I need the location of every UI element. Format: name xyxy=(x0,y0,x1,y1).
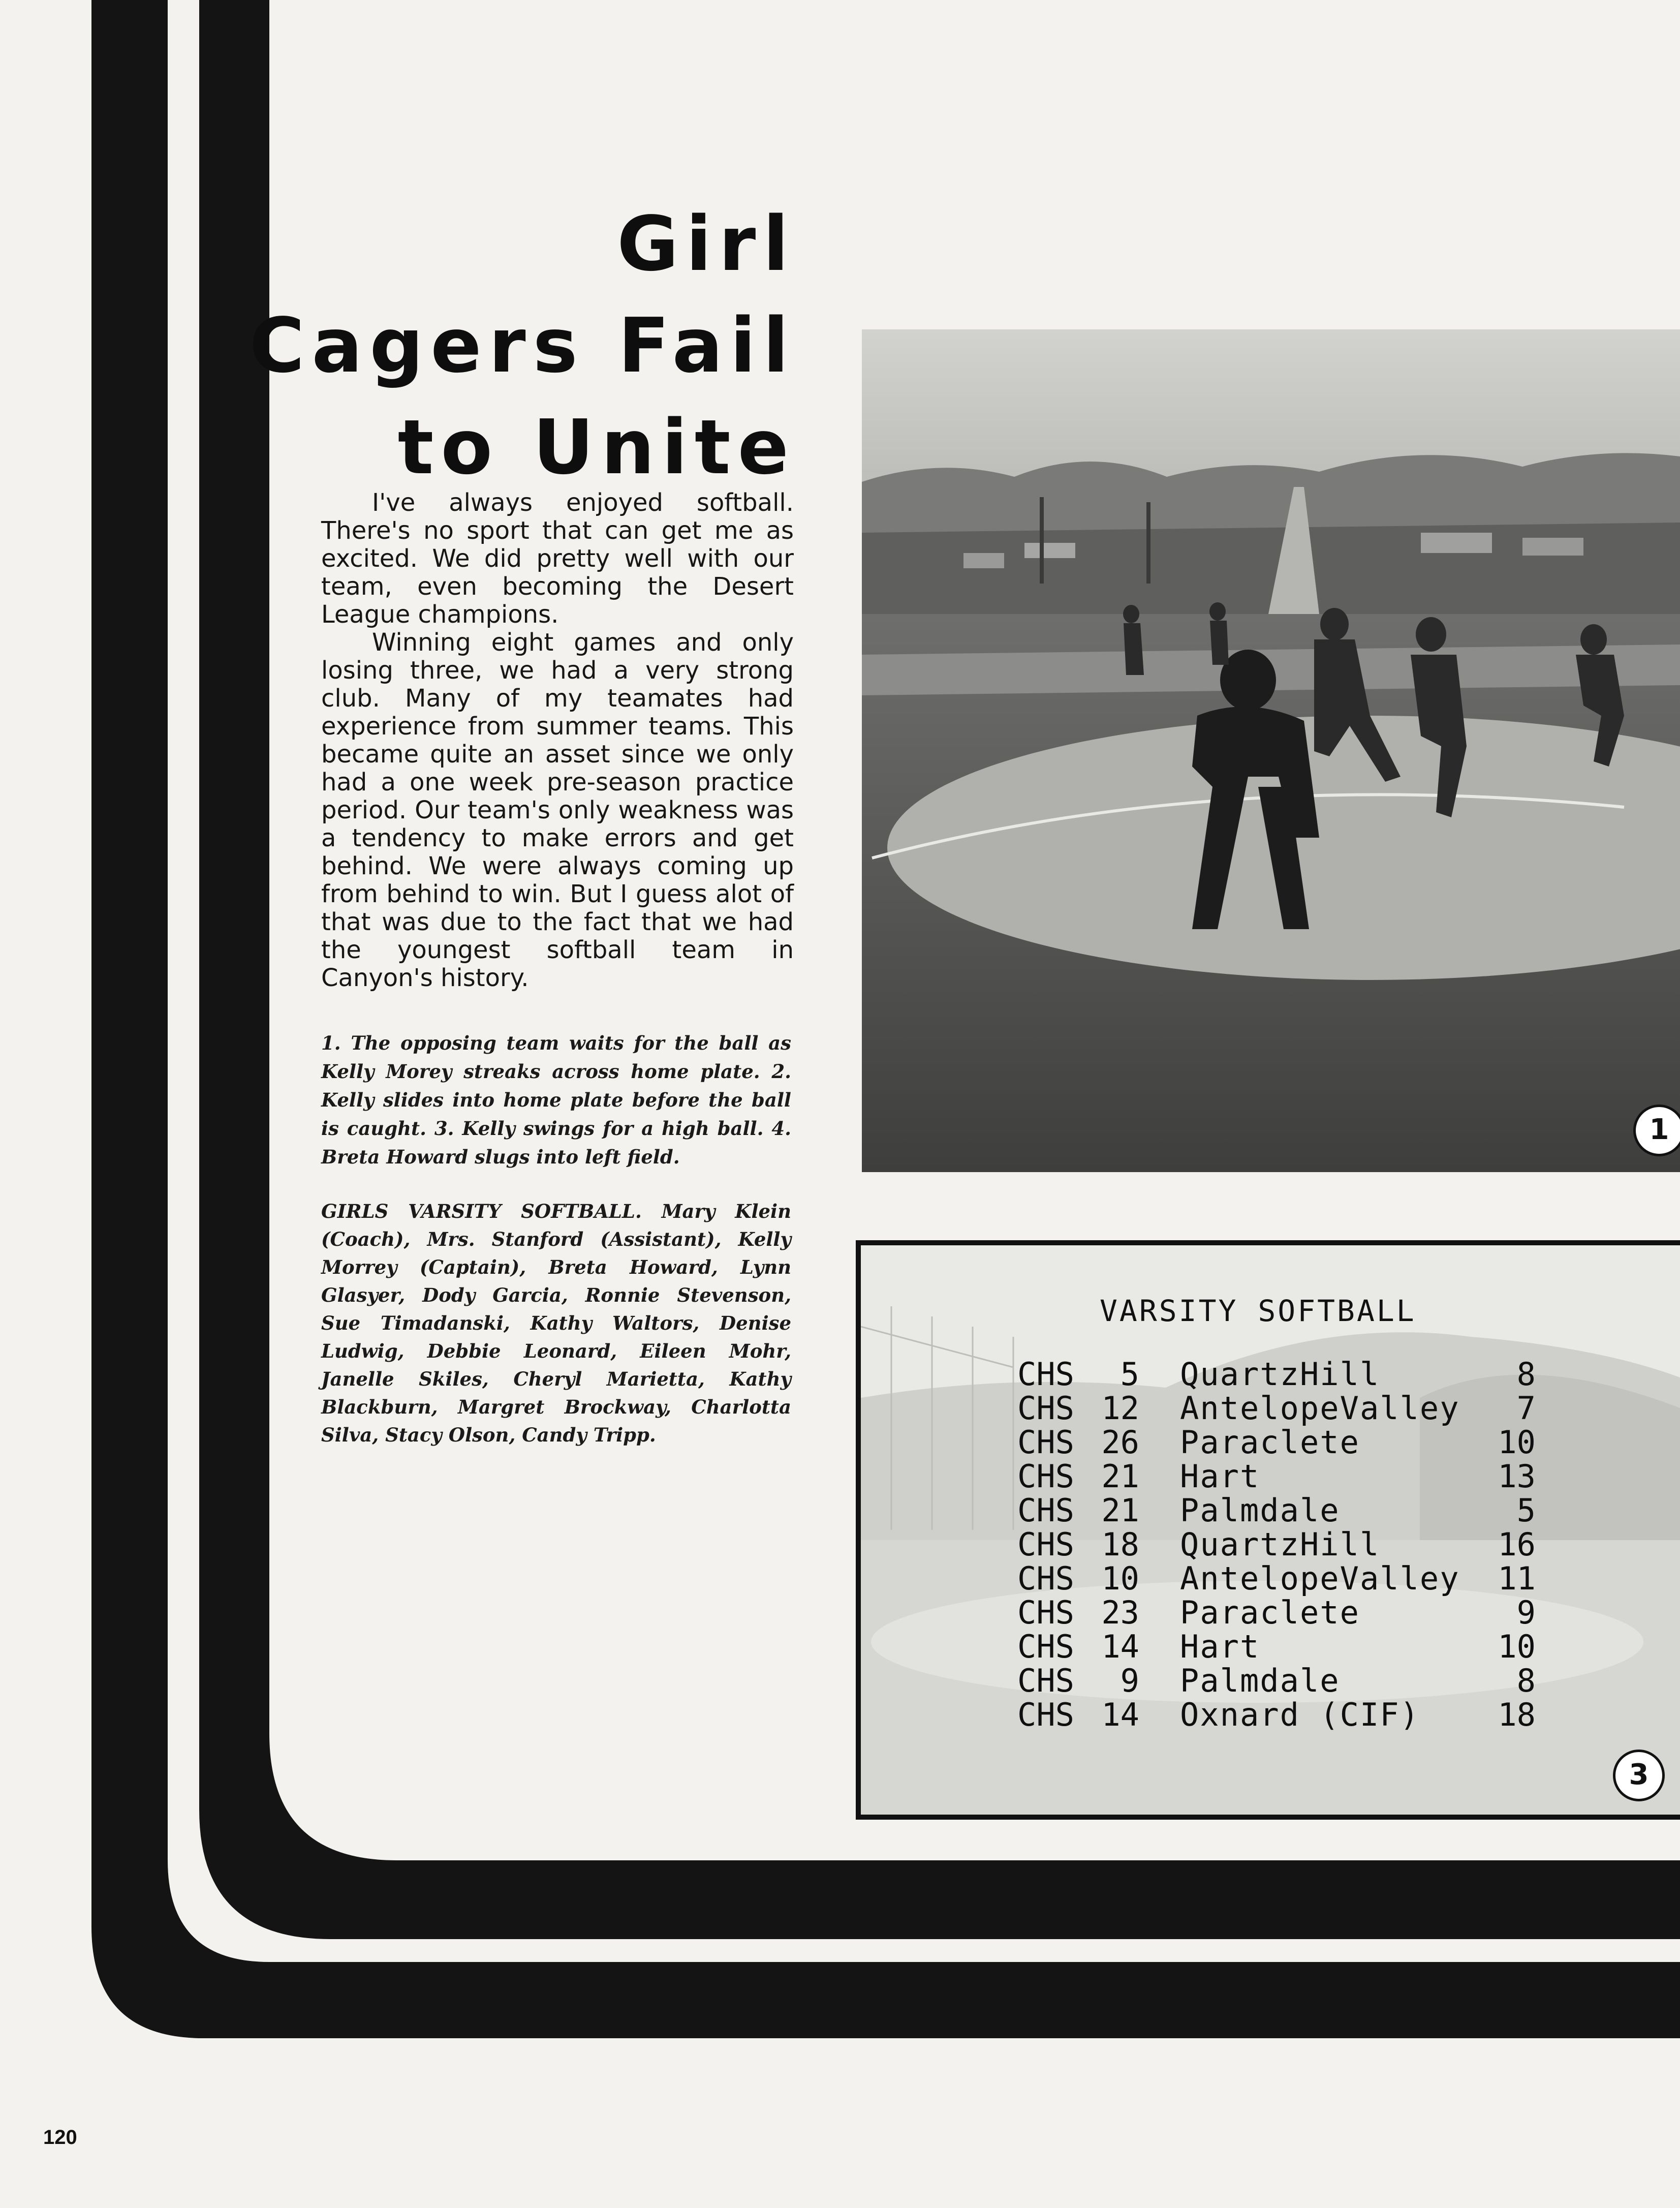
score-opponent: QuartzHill xyxy=(1180,1526,1380,1563)
softball-game-photo xyxy=(862,329,1680,1172)
team-roster: GIRLS VARSITY SOFTBALL. Mary Klein (Coach), Mrs. Stanford (Assistant), Kelly Morrey (Captain), Breta Howard, Lynn Glasyer, Dody Garcia, Ronnie Stevenson, Sue Timadanski, Kathy Waltors, Denise Ludwig, Debbie Leonard, Eileen Mohr, Janelle Skiles, Cheryl Marietta, Kathy Blackburn, Margret Brockway, Charlotta Silva, Stacy Olson, Candy Tripp. xyxy=(321,1200,791,1446)
score-chs: 26 xyxy=(1101,1424,1139,1461)
score-opponent-points: 8 xyxy=(1516,1662,1536,1699)
score-team: CHS xyxy=(1017,1458,1074,1495)
score-chs: 10 xyxy=(1101,1560,1139,1597)
article-paragraph: I've always enjoyed softball. There's no sport that can get me as excited. We did pretty well with our team, even becoming the Desert League champions. xyxy=(321,488,794,629)
scoreboard-table xyxy=(1017,1357,1536,1732)
score-team: CHS xyxy=(1017,1594,1074,1631)
page-number: 120 xyxy=(43,2126,77,2149)
article-body xyxy=(321,489,794,992)
score-chs: 5 xyxy=(1120,1356,1139,1393)
article-paragraph: Winning eight games and only losing three, we had a very strong club. Many of my teamates had experience from summer teams. This became quite an asset since we only had a one week pre-season practice period. Our team's only weakness was a tendency to make errors and get behind. We were always coming up from behind to win. But I guess alot of that was due to the fact that we had the youngest softball team in Canyon's history. xyxy=(321,628,794,992)
score-team: CHS xyxy=(1017,1628,1074,1665)
score-opponent-points: 13 xyxy=(1498,1458,1536,1495)
score-team: CHS xyxy=(1017,1424,1074,1461)
score-opponent: Paraclete xyxy=(1180,1424,1360,1461)
score-opponent-points: 10 xyxy=(1498,1424,1536,1461)
score-team: CHS xyxy=(1017,1356,1074,1393)
scoreboard-box xyxy=(856,1240,1680,1820)
score-opponent: Oxnard (CIF) xyxy=(1180,1696,1420,1733)
score-row xyxy=(1017,1630,1536,1664)
score-row xyxy=(1017,1391,1536,1425)
score-team: CHS xyxy=(1017,1696,1074,1733)
score-row xyxy=(1017,1459,1536,1493)
score-opponent: Palmdale xyxy=(1180,1662,1340,1699)
score-opponent-points: 18 xyxy=(1498,1696,1536,1733)
score-row xyxy=(1017,1493,1536,1527)
photo-number-badge: 1 xyxy=(1633,1105,1680,1156)
headline xyxy=(250,193,796,498)
scoreboard-title: VARSITY SOFTBALL xyxy=(1100,1294,1416,1328)
score-opponent-points: 16 xyxy=(1498,1526,1536,1563)
score-team: CHS xyxy=(1017,1526,1074,1563)
score-opponent-points: 5 xyxy=(1516,1492,1536,1529)
headline-line: Cagers Fail xyxy=(249,302,796,389)
score-opponent-points: 11 xyxy=(1498,1560,1536,1597)
score-row xyxy=(1017,1425,1536,1459)
score-opponent-points: 10 xyxy=(1498,1628,1536,1665)
score-opponent: Hart xyxy=(1180,1458,1260,1495)
score-team: CHS xyxy=(1017,1560,1074,1597)
score-chs: 18 xyxy=(1101,1526,1139,1563)
score-row xyxy=(1017,1357,1536,1391)
score-chs: 21 xyxy=(1101,1492,1139,1529)
headline-line: to Unite xyxy=(397,404,796,491)
score-row xyxy=(1017,1698,1536,1732)
score-row xyxy=(1017,1596,1536,1630)
score-team: CHS xyxy=(1017,1662,1074,1699)
score-opponent: Palmdale xyxy=(1180,1492,1340,1529)
score-chs: 9 xyxy=(1120,1662,1139,1699)
photo-number-badge: 3 xyxy=(1613,1750,1665,1801)
score-opponent: QuartzHill xyxy=(1180,1356,1380,1393)
photo-caption: 1. The opposing team waits for the ball as Kelly Morey streaks across home plate. 2. Kelly slides into home plate before the ball is caught. 3. Kelly swings for a high ball. 4. Breta Howard slugs into left field. xyxy=(321,1032,791,1168)
score-opponent: Paraclete xyxy=(1180,1594,1360,1631)
score-opponent-points: 9 xyxy=(1516,1594,1536,1631)
score-chs: 14 xyxy=(1101,1696,1139,1733)
score-row xyxy=(1017,1561,1536,1596)
score-opponent-points: 8 xyxy=(1516,1356,1536,1393)
score-chs: 12 xyxy=(1101,1390,1139,1427)
headline-line: Girl xyxy=(617,200,796,288)
softball-game-illustration xyxy=(862,329,1680,1172)
score-row xyxy=(1017,1664,1536,1698)
score-opponent: Hart xyxy=(1180,1628,1260,1665)
score-team: CHS xyxy=(1017,1492,1074,1529)
score-opponent: AntelopeValley xyxy=(1180,1560,1460,1597)
score-chs: 21 xyxy=(1101,1458,1139,1495)
score-team: CHS xyxy=(1017,1390,1074,1427)
score-chs: 23 xyxy=(1101,1594,1139,1631)
score-opponent: AntelopeValley xyxy=(1180,1390,1460,1427)
score-opponent-points: 7 xyxy=(1516,1390,1536,1427)
score-chs: 14 xyxy=(1101,1628,1139,1665)
score-row xyxy=(1017,1527,1536,1561)
